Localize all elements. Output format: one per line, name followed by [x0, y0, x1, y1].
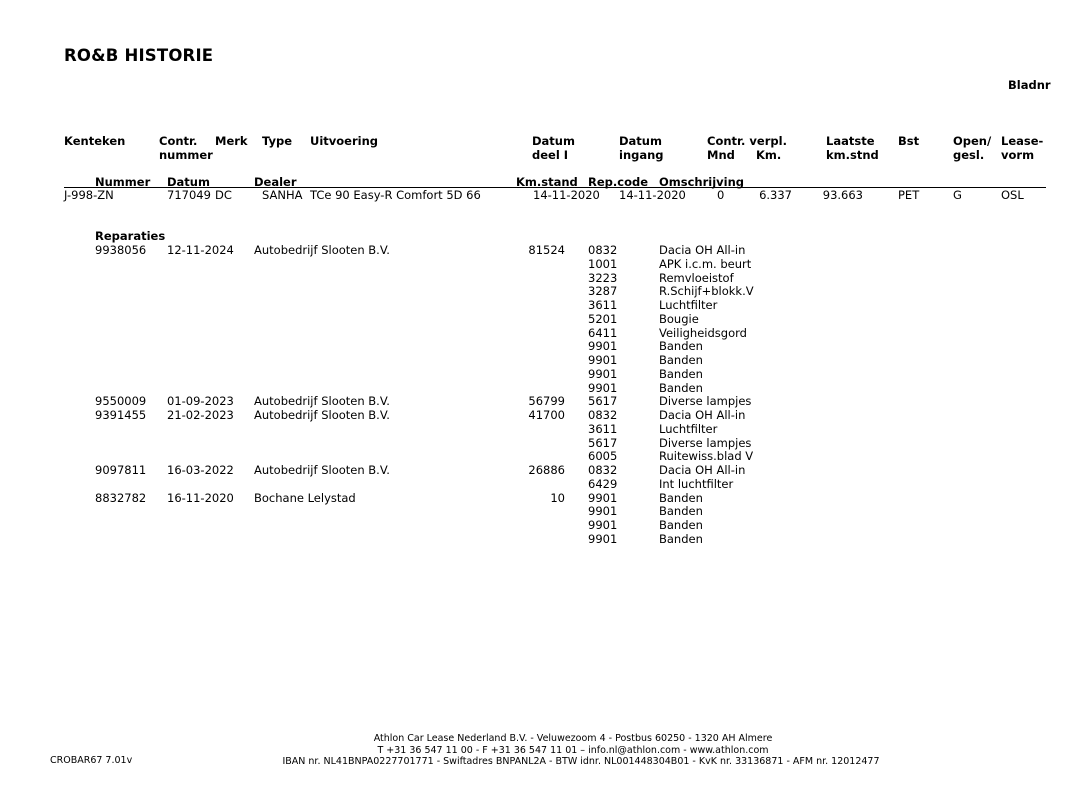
repair-description: Luchtfilter: [659, 421, 718, 436]
header-vorm: vorm: [1001, 148, 1035, 162]
repair-description: Remvloeistof: [659, 270, 734, 285]
repair-description: Diverse lampjes: [659, 435, 752, 450]
header-contr: Contr.: [159, 134, 198, 148]
header-dealer: Dealer: [254, 175, 297, 189]
repair-code: 5617: [588, 394, 618, 409]
vehicle-bst: PET: [898, 188, 920, 202]
repair-code: 0832: [588, 408, 618, 422]
repair-datum: 16-11-2020: [167, 490, 234, 505]
form-code: CROBAR67 7.01v: [50, 755, 133, 766]
vehicle-uitvoering: TCe 90 Easy-R Comfort 5D 66: [310, 188, 481, 202]
vehicle-laatste-km: 93.663: [822, 188, 863, 202]
repair-description: Veiligheidsgord: [659, 325, 747, 340]
repair-code: 9901: [588, 339, 618, 354]
repair-nummer: 9550009: [95, 394, 147, 409]
header-datum-ingang: Datum: [619, 134, 662, 148]
repair-datum: 16-03-2022: [167, 463, 234, 477]
repair-nummer: 9097811: [95, 463, 147, 477]
repair-code: 3611: [588, 421, 618, 436]
repair-code: 3611: [588, 298, 618, 312]
vehicle-merk: DC: [215, 188, 232, 202]
repair-code: 0832: [588, 243, 618, 257]
repair-code: 9901: [588, 531, 618, 546]
header-ingang: ingang: [619, 148, 664, 162]
repair-kmstand: 56799: [528, 394, 565, 409]
repair-code: 9901: [588, 490, 618, 505]
repair-dealer: Bochane Lelystad: [254, 490, 356, 505]
repair-code: 9901: [588, 504, 618, 519]
repair-kmstand: 81524: [528, 243, 565, 257]
repair-description: Banden: [659, 504, 703, 519]
header-nummer: nummer: [159, 148, 213, 162]
repair-description: Dacia OH All-in: [659, 463, 746, 477]
header-type: Type: [262, 134, 293, 148]
repair-code: 6411: [588, 325, 618, 340]
repair-description: Banden: [659, 366, 703, 381]
repair-code: 9901: [588, 518, 618, 532]
repair-code: 6005: [588, 449, 618, 464]
repair-description: Banden: [659, 380, 703, 395]
repair-description: Banden: [659, 339, 703, 354]
repair-nummer: 8832782: [95, 490, 147, 505]
vehicle-contract: 717049: [167, 188, 211, 202]
repair-code: 9901: [588, 366, 618, 381]
repair-description: Bougie: [659, 311, 699, 326]
repair-code: 3287: [588, 284, 618, 299]
repair-description: Ruitewiss.blad V: [659, 449, 754, 464]
repair-datum: 12-11-2024: [167, 243, 234, 257]
vehicle-kenteken: J-998-ZN: [64, 188, 114, 202]
vehicle-lease-vorm: OSL: [1001, 188, 1024, 202]
vehicle-type: SANHA: [262, 188, 303, 202]
repair-description: Banden: [659, 518, 703, 532]
header-contr-verpl: Contr. verpl.: [707, 134, 787, 148]
repair-description: Luchtfilter: [659, 298, 718, 312]
header-lease: Lease-: [1001, 134, 1044, 148]
repair-description: Banden: [659, 353, 703, 367]
page-title: RO&B HISTORIE: [64, 46, 214, 65]
repair-datum: 21-02-2023: [167, 408, 234, 422]
repair-dealer: Autobedrijf Slooten B.V.: [254, 243, 390, 257]
repair-description: Int luchtfilter: [659, 476, 734, 491]
header-repcode: Rep.code: [588, 175, 649, 189]
repair-description: Banden: [659, 490, 703, 505]
header-km: Km.: [756, 148, 782, 162]
vehicle-open-gesl: G: [953, 188, 962, 202]
repair-description: Dacia OH All-in: [659, 243, 746, 257]
repair-code: 1001: [588, 256, 618, 271]
header-kenteken: Kenteken: [64, 134, 126, 148]
vehicle-datum-ingang: 14-11-2020: [619, 188, 686, 202]
header-kmstnd: km.stnd: [826, 148, 879, 162]
footer-address: Athlon Car Lease Nederland B.V. - Veluwezoom 4 - Postbus 60250 - 1320 AH Almere: [373, 733, 773, 744]
repair-dealer: Autobedrijf Slooten B.V.: [254, 463, 390, 477]
repair-code: 0832: [588, 463, 618, 477]
header-omschrijving: Omschrijving: [659, 175, 745, 189]
header-laatste: Laatste: [826, 134, 875, 148]
vehicle-mnd: 0: [717, 188, 725, 202]
header-repair-datum: Datum: [167, 175, 210, 189]
repairs-section-title: Reparaties: [95, 229, 166, 243]
vehicle-km: 6.337: [759, 188, 792, 202]
repair-description: Diverse lampjes: [659, 394, 752, 409]
repair-code: 5617: [588, 435, 618, 450]
page-number-label: Bladnr: [1008, 78, 1051, 92]
repair-description: Dacia OH All-in: [659, 408, 746, 422]
repair-description: Banden: [659, 531, 703, 546]
header-gesl: gesl.: [953, 148, 985, 162]
header-deel-i: deel I: [532, 148, 569, 162]
repair-kmstand: 10: [550, 490, 565, 505]
repair-kmstand: 26886: [528, 463, 565, 477]
header-kmstand: Km.stand: [516, 175, 578, 189]
repair-nummer: 9938056: [95, 243, 147, 257]
repair-dealer: Autobedrijf Slooten B.V.: [254, 408, 390, 422]
repair-code: 5201: [588, 311, 618, 326]
repair-code: 3223: [588, 270, 618, 285]
header-uitvoering: Uitvoering: [310, 134, 379, 148]
repair-code: 9901: [588, 380, 618, 395]
footer-bank: IBAN nr. NL41BNPA0227701771 - Swiftadres BNPANL2A - BTW idnr. NL001448304B01 - KvK nr. 33136871 - AFM nr. 12012477: [282, 756, 880, 767]
repair-nummer: 9391455: [95, 408, 147, 422]
header-repair-nummer: Nummer: [95, 175, 151, 189]
repair-dealer: Autobedrijf Slooten B.V.: [254, 394, 390, 409]
repair-code: 6429: [588, 476, 618, 491]
repair-description: APK i.c.m. beurt: [659, 256, 752, 271]
repair-datum: 01-09-2023: [167, 394, 234, 409]
repair-code: 9901: [588, 353, 618, 367]
header-bst: Bst: [898, 134, 920, 148]
header-datum-deel: Datum: [532, 134, 575, 148]
header-mnd: Mnd: [707, 148, 735, 162]
repair-description: R.Schijf+blokk.V: [659, 284, 754, 299]
repair-kmstand: 41700: [528, 408, 565, 422]
header-merk: Merk: [215, 134, 248, 148]
header-open: Open/: [953, 134, 992, 148]
footer-contact: T +31 36 547 11 00 - F +31 36 547 11 01 – info.nl@athlon.com - www.athlon.com: [377, 745, 769, 756]
vehicle-datum-deel1: 14-11-2020: [533, 188, 600, 202]
